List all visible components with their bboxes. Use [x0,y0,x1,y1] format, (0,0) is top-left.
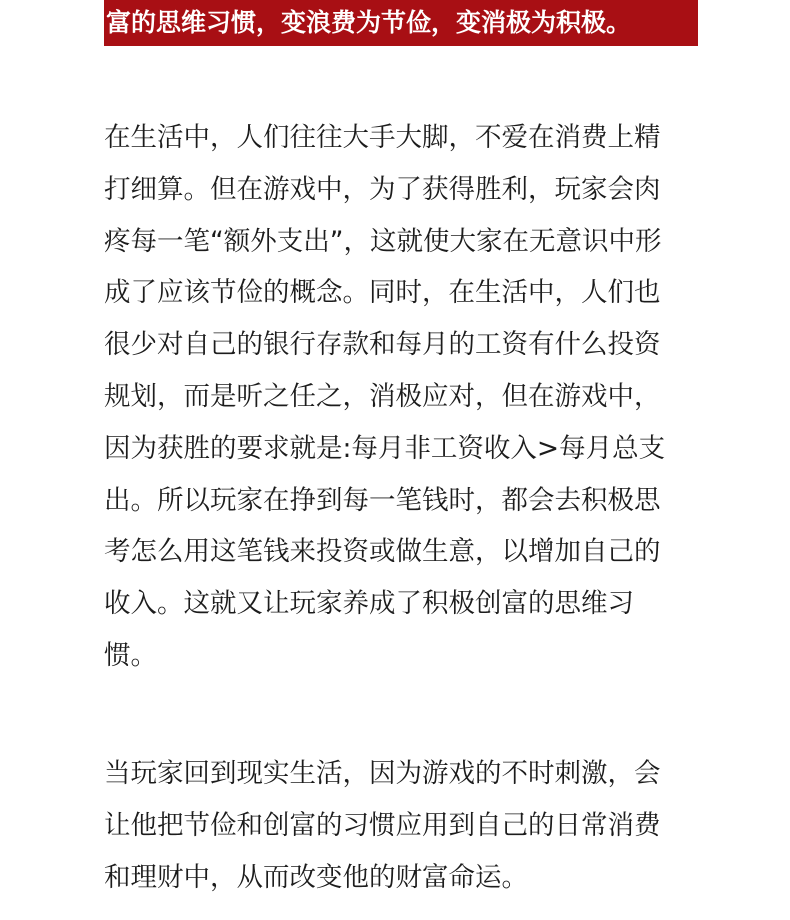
paragraph-line: 因为获胜的要求就是:每月非工资收入>每月总支 [104,432,666,464]
paragraph-line: 出。所以玩家在挣到每一笔钱时，都会去积极思 [104,484,661,516]
paragraph-line: 成了应该节俭的概念。同时，在生活中，人们也 [104,277,661,309]
paragraph-line: 在生活中，人们往往大手大脚，不爱在消费上精 [104,122,661,153]
paragraph-line: 疼每一笔“额外支出”，这就使大家在无意识中形 [104,225,662,257]
paragraph-2 [104,748,704,903]
paragraph-line: 规划，而是听之任之，消极应对，但在游戏中， [104,380,661,412]
paragraph-line: 很少对自己的银行存款和每月的工资有什么投资 [104,329,661,361]
paragraph-line: 当玩家回到现实生活，因为游戏的不时刺激，会 [104,758,661,789]
paragraph-1 [104,112,704,682]
headline-text: 富的思维习惯，变浪费为节俭，变消极为积极。 [106,8,632,37]
paragraph-line: 收入。这就又让玩家养成了积极创富的思维习 [104,588,634,620]
paragraph-line: 让他把节俭和创富的习惯应用到自己的日常消费 [104,809,661,841]
paragraph-line: 和理财中，从而改变他的财富命运。 [104,861,528,893]
paragraph-line: 考怎么用这笔钱来投资或做生意，以增加自己的 [104,536,661,568]
paragraph-line: 惯。 [104,639,157,671]
paragraph-line: 打细算。但在游戏中，为了获得胜利，玩家会肉 [104,173,661,205]
headline-banner [104,0,698,46]
